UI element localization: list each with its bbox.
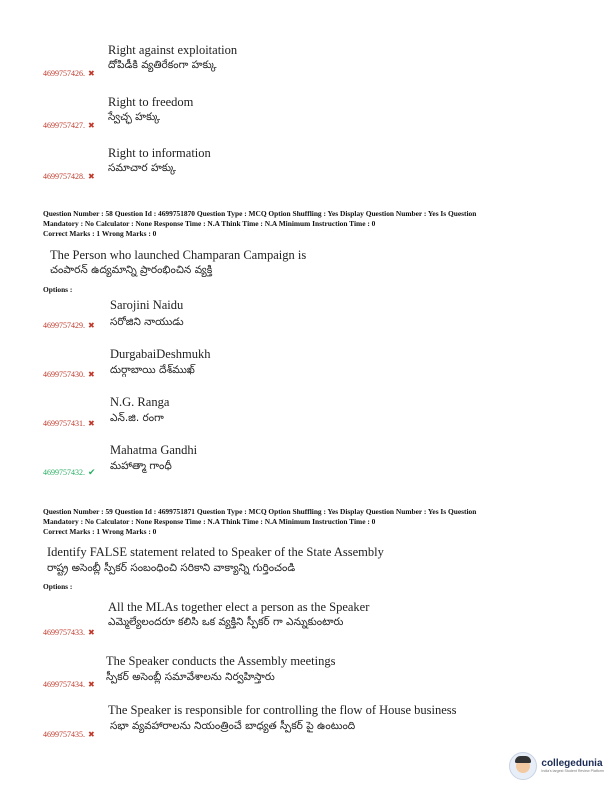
brand-name: collegedunia: [541, 758, 603, 769]
wrong-mark-icon: ✖: [88, 730, 95, 739]
options-label: Options :: [43, 285, 73, 294]
wrong-mark-icon: ✖: [88, 69, 95, 78]
wrong-mark-icon: ✖: [88, 321, 95, 330]
wrong-mark-icon: ✖: [88, 121, 95, 130]
option-text-te: స్వేచ్ఛ హక్కు: [108, 111, 161, 123]
option-id: 4699757427. ✖: [43, 121, 95, 130]
mascot-icon: [509, 752, 537, 780]
option-text-en: Mahatma Gandhi: [110, 443, 198, 457]
question-marks: Correct Marks : 1 Wrong Marks : 0: [43, 229, 157, 238]
option-text-te: దోపిడీకి వ్యతిరేకంగా హక్కు: [108, 59, 217, 71]
option-text-en: DurgabaiDeshmukh: [110, 347, 211, 361]
wrong-mark-icon: ✖: [88, 419, 95, 428]
question-text-te: చంపారన్ ఉద్యమాన్ని ప్రారంభించిన వ్యక్తి: [50, 264, 213, 276]
option-text-en: The Speaker is responsible for controlling the flow of House business: [108, 703, 457, 717]
option-text-te: సమాచార హక్కు: [108, 162, 176, 174]
option-text-te: ఎన్.జి. రంగా: [110, 412, 164, 424]
option-id: 4699757430. ✖: [43, 370, 95, 379]
question-meta: Question Number : 59 Question Id : 4699751871 Question Type : MCQ Option Shuffling : Yes Display Question Number : Yes Is Question: [43, 507, 477, 516]
option-text-en: All the MLAs together elect a person as the Speaker: [108, 600, 370, 614]
option-text-te: సరోజిని నాయుడు: [110, 316, 184, 328]
option-id: 4699757435. ✖: [43, 730, 95, 739]
question-meta: Mandatory : No Calculator : None Response Time : N.A Think Time : N.A Minimum Instruction Time : 0: [43, 219, 376, 228]
wrong-mark-icon: ✖: [88, 680, 95, 689]
option-id: 4699757434. ✖: [43, 680, 95, 689]
option-id: 4699757433. ✖: [43, 628, 95, 637]
option-text-te: సభా వ్యవహారాలను నియంత్రించే బాధ్యత స్పీకర్ పై ఉంటుంది: [110, 720, 356, 732]
option-id: 4699757429. ✖: [43, 321, 95, 330]
question-text-en: The Person who launched Champaran Campaign is: [50, 248, 307, 262]
option-text-en: The Speaker conducts the Assembly meetings: [106, 654, 336, 668]
option-text-en: N.G. Ranga: [110, 395, 170, 409]
options-label: Options :: [43, 582, 73, 591]
question-text-en: Identify FALSE statement related to Speaker of the State Assembly: [47, 545, 384, 559]
option-id: 4699757428. ✖: [43, 172, 95, 181]
option-text-te: మహాత్మా గాంధీ: [110, 460, 172, 472]
question-meta: Mandatory : No Calculator : None Response Time : N.A Think Time : N.A Minimum Instruction Time : 0: [43, 517, 376, 526]
option-id: 4699757426. ✖: [43, 69, 95, 78]
option-text-en: Right to information: [108, 146, 211, 160]
correct-check-icon: ✔: [88, 467, 96, 477]
wrong-mark-icon: ✖: [88, 370, 95, 379]
question-meta: Question Number : 58 Question Id : 4699751870 Question Type : MCQ Option Shuffling : Yes Display Question Number : Yes Is Question: [43, 209, 477, 218]
option-text-te: దుర్గాబాయి దేశ్‌ముఖ్: [110, 364, 195, 376]
question-marks: Correct Marks : 1 Wrong Marks : 0: [43, 527, 157, 536]
option-text-en: Right to freedom: [108, 95, 194, 109]
option-text-en: Sarojini Naidu: [110, 298, 184, 312]
wrong-mark-icon: ✖: [88, 628, 95, 637]
option-text-te: ఎమ్మెల్యేలందరూ కలిసి ఒక వ్యక్తిని స్పీకర్ గా ఎన్నుకుంటారు: [108, 616, 344, 628]
option-text-te: స్పీకర్ అసెంబ్లీ సమావేశాలను నిర్వహిస్తారు: [106, 671, 275, 683]
collegedunia-logo: [509, 752, 604, 780]
option-id: 4699757432. ✔: [43, 467, 96, 477]
question-text-te: రాష్ట్ర అసెంబ్లీ స్పీకర్ సంబంధించి సరికాని వాక్యాన్ని గుర్తించండి: [47, 562, 296, 574]
wrong-mark-icon: ✖: [88, 172, 95, 181]
brand-tagline: India's largest Student Review Platform: [541, 769, 604, 773]
option-text-en: Right against exploitation: [108, 43, 238, 57]
option-id: 4699757431. ✖: [43, 419, 95, 428]
